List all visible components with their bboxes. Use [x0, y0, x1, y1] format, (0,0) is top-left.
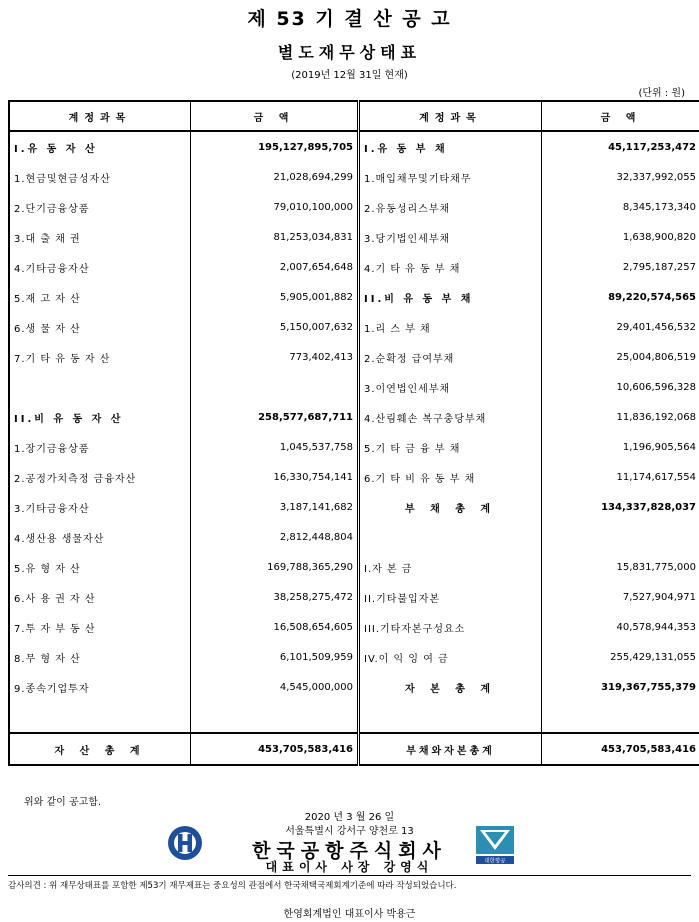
asset-amount: 79,010,100,000 [191, 192, 359, 222]
asset-amount: 16,330,754,141 [191, 462, 359, 492]
total-assets-amount: 453,705,583,416 [191, 733, 359, 765]
total-liab-equity-label: 부채와자본총계 [359, 733, 542, 765]
liability-amount: 7,527,904,971 [542, 582, 699, 612]
table-row [9, 462, 699, 492]
total-liab-equity-amount: 453,705,583,416 [542, 733, 699, 765]
header-assets-account: 계정과목 [9, 101, 191, 131]
asset-amount: 16,508,654,605 [191, 612, 359, 642]
notice-date: 2020 년 3 월 26 일 [304, 812, 395, 823]
liability-account: 1.매입채무및기타채무 [359, 162, 542, 192]
unit-label: (단위 : 원) [638, 88, 685, 99]
table-row [9, 252, 699, 282]
liability-amount: 319,367,755,379 [542, 672, 699, 702]
table-row [9, 642, 699, 672]
asset-account: 1.현금및현금성자산 [9, 162, 191, 192]
liability-account: 2.순확정 급여부채 [359, 342, 542, 372]
liability-account: 1.리 스 부 채 [359, 312, 542, 342]
asset-amount [191, 372, 359, 402]
company-address: 서울특별시 강서구 양천로 13 [285, 826, 414, 837]
liability-amount: 45,117,253,472 [542, 131, 699, 162]
header-liab-amount: 금 액 [542, 101, 699, 131]
liability-amount: 10,606,596,328 [542, 372, 699, 402]
table-row [9, 222, 699, 252]
liability-account: I.유 동 부 채 [359, 131, 542, 162]
company-name: 한국공항주식회사 [252, 840, 447, 862]
notice-title: 제 53 기 결 산 공 고 [247, 8, 452, 30]
table-row [9, 552, 699, 582]
asset-amount: 81,253,034,831 [191, 222, 359, 252]
asset-amount: 1,045,537,758 [191, 432, 359, 462]
liability-account: III.기타자본구성요소 [359, 612, 542, 642]
asset-account: 3.대 출 채 권 [9, 222, 191, 252]
liability-account: 4.산림훼손 복구충당부채 [359, 402, 542, 432]
asset-amount: 169,788,365,290 [191, 552, 359, 582]
table-row [9, 612, 699, 642]
footer-divider [8, 875, 691, 876]
liability-amount: 11,836,192,068 [542, 402, 699, 432]
asset-account: 5.유 형 자 산 [9, 552, 191, 582]
table-row [9, 192, 699, 222]
audit-opinion: 감사의견 : 위 재무상태표를 포함한 제53기 재무제표는 중요성의 관점에서 한국채택국제회계기준에 따라 작성되었습니다. [8, 881, 457, 891]
asset-account: 7.투 자 부 동 산 [9, 612, 191, 642]
table-row [9, 522, 699, 552]
liability-account: 부 채 총 계 [359, 492, 542, 522]
total-assets-label: 자 산 총 계 [9, 733, 191, 765]
asset-account: 3.기타금융자산 [9, 492, 191, 522]
asset-amount: 195,127,895,705 [191, 131, 359, 162]
liability-account: 2.유동성리스부채 [359, 192, 542, 222]
liability-account [359, 522, 542, 552]
asset-amount: 38,258,275,472 [191, 582, 359, 612]
liability-amount: 11,174,617,554 [542, 462, 699, 492]
asset-account: 5.재 고 자 산 [9, 282, 191, 312]
asset-amount: 773,402,413 [191, 342, 359, 372]
liability-account: I.자 본 금 [359, 552, 542, 582]
asset-amount: 6,101,509,959 [191, 642, 359, 672]
liability-account: IV.이 익 잉 여 금 [359, 642, 542, 672]
partner-logo-text: 대한항공 [484, 858, 506, 865]
table-row [9, 282, 699, 312]
liability-account: 5.기 타 금 융 부 채 [359, 432, 542, 462]
table-row [9, 582, 699, 612]
liability-account: 4.기 타 유 동 부 채 [359, 252, 542, 282]
liability-account: 자 본 총 계 [359, 672, 542, 702]
table-row [9, 312, 699, 342]
statement-date: (2019년 12월 31일 현재) [291, 70, 408, 81]
table-row [9, 432, 699, 462]
asset-account: 6.사 용 권 자 산 [9, 582, 191, 612]
asset-account: 7.기 타 유 동 자 산 [9, 342, 191, 372]
liability-account: 6.기 타 비 유 동 부 채 [359, 462, 542, 492]
liability-amount: 8,345,173,340 [542, 192, 699, 222]
asset-amount: 5,150,007,632 [191, 312, 359, 342]
table-row [9, 372, 699, 402]
balance-sheet-table [8, 100, 699, 766]
liability-amount [542, 702, 699, 733]
asset-amount: 2,812,448,804 [191, 522, 359, 552]
table-row [9, 702, 699, 733]
liability-amount: 2,795,187,257 [542, 252, 699, 282]
liability-account: 3.당기법인세부채 [359, 222, 542, 252]
asset-amount: 3,187,141,682 [191, 492, 359, 522]
asset-account: I.유 동 자 산 [9, 131, 191, 162]
liability-account [359, 702, 542, 733]
asset-account: 2.단기금융상품 [9, 192, 191, 222]
liability-account: II.비 유 동 부 채 [359, 282, 542, 312]
asset-account: II.비 유 동 자 산 [9, 402, 191, 432]
asset-account: 9.종속기업투자 [9, 672, 191, 702]
liability-amount: 89,220,574,565 [542, 282, 699, 312]
statement-title: 별도재무상태표 [277, 43, 422, 62]
liability-amount: 255,429,131,055 [542, 642, 699, 672]
asset-account: 4.생산용 생물자산 [9, 522, 191, 552]
liability-account: 3.이연법인세부채 [359, 372, 542, 402]
liability-amount [542, 522, 699, 552]
asset-amount: 5,905,001,882 [191, 282, 359, 312]
header-liab-account: 계정과목 [359, 101, 542, 131]
asset-account: 2.공정가치측정 금융자산 [9, 462, 191, 492]
liability-amount: 134,337,828,037 [542, 492, 699, 522]
auditor-name: 한영회계법인 대표이사 박용근 [283, 909, 416, 920]
table-header-row [9, 101, 699, 131]
asset-account: 1.장기금융상품 [9, 432, 191, 462]
table-row [9, 672, 699, 702]
asset-account: 6.생 물 자 산 [9, 312, 191, 342]
asset-amount: 4,545,000,000 [191, 672, 359, 702]
liability-amount: 1,638,900,820 [542, 222, 699, 252]
asset-account: 8.무 형 자 산 [9, 642, 191, 672]
asset-amount: 2,007,654,648 [191, 252, 359, 282]
asset-account [9, 372, 191, 402]
liability-amount: 15,831,775,000 [542, 552, 699, 582]
total-row [9, 733, 699, 765]
table-row [9, 131, 699, 162]
liability-amount: 29,401,456,532 [542, 312, 699, 342]
liability-amount: 32,337,992,055 [542, 162, 699, 192]
ceo-name: 대표이사 사장 강영식 [265, 860, 434, 874]
table-row [9, 162, 699, 192]
asset-amount: 21,028,694,299 [191, 162, 359, 192]
liability-amount: 40,578,944,353 [542, 612, 699, 642]
notice-text: 위와 같이 공고함. [24, 797, 102, 808]
partner-logo-icon [474, 824, 516, 866]
asset-amount: 258,577,687,711 [191, 402, 359, 432]
liability-amount: 25,004,806,519 [542, 342, 699, 372]
asset-amount [191, 702, 359, 733]
liability-amount: 1,196,905,564 [542, 432, 699, 462]
table-row [9, 402, 699, 432]
table-row [9, 492, 699, 522]
header-assets-amount: 금 액 [191, 101, 359, 131]
table-row [9, 342, 699, 372]
asset-account: 4.기타금융자산 [9, 252, 191, 282]
asset-account [9, 702, 191, 733]
liability-account: II.기타불입자본 [359, 582, 542, 612]
